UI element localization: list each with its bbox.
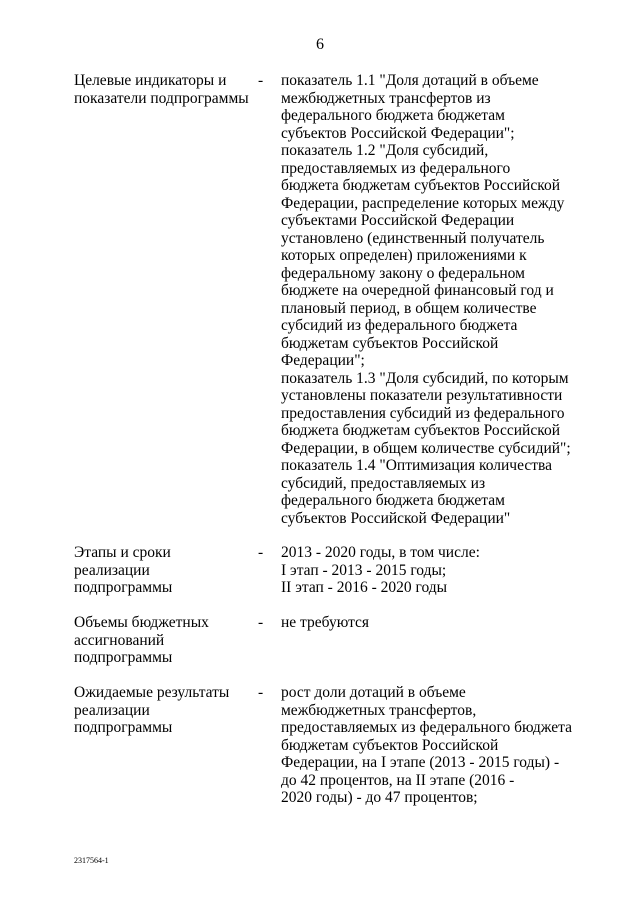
value-line: предоставления субсидий из федерального bbox=[281, 404, 565, 422]
value-line: федеральному закону о федеральном bbox=[281, 264, 525, 282]
value-line: субъектов Российской Федерации" bbox=[281, 509, 511, 527]
section-label bbox=[74, 544, 254, 597]
label-line: подпрограммы bbox=[74, 579, 173, 596]
label-line: ассигнований bbox=[74, 631, 165, 649]
label-line: подпрограммы bbox=[74, 649, 173, 666]
value-line: предоставляемых из федерального bbox=[281, 159, 511, 177]
label-line: Этапы и сроки bbox=[74, 544, 171, 561]
value-line: Федерации, в общем количестве субсидий"; bbox=[281, 439, 571, 457]
separator-dash: - bbox=[258, 614, 264, 631]
value-line: субсидий, предоставляемых из bbox=[281, 474, 486, 492]
label-line: показатели подпрограммы bbox=[74, 89, 249, 107]
value-line: установлены показатели результативности bbox=[281, 387, 563, 404]
value-line: федерального бюджета бюджетам bbox=[281, 107, 505, 124]
value-line: I этап - 2013 - 2015 годы; bbox=[281, 561, 447, 579]
document-code: 2317564-1 bbox=[74, 856, 109, 865]
label-line: Ожидаемые результаты bbox=[74, 684, 230, 701]
label-line: Объемы бюджетных bbox=[74, 614, 209, 631]
label-line: подпрограммы bbox=[74, 719, 173, 736]
value-line: межбюджетных трансфертов, bbox=[281, 701, 477, 719]
value-line: межбюджетных трансфертов из bbox=[281, 89, 491, 107]
value-line: не требуются bbox=[281, 614, 370, 631]
value-line: которых определен) приложениями к bbox=[281, 247, 527, 264]
value-line: субъектов Российской Федерации"; bbox=[281, 124, 515, 142]
separator-dash: - bbox=[258, 544, 264, 561]
value-line: показатель 1.1 "Доля дотаций в объеме bbox=[281, 72, 539, 89]
value-line: 2020 годы) - до 47 процентов; bbox=[281, 789, 478, 806]
value-line: федерального бюджета бюджетам bbox=[281, 492, 505, 509]
label-line: реализации bbox=[74, 701, 150, 719]
value-line: Федерации, распределение которых между bbox=[281, 194, 565, 212]
value-line: до 42 процентов, на II этапе (2016 - bbox=[281, 771, 515, 789]
value-line: бюджетам субъектов Российской bbox=[281, 736, 499, 754]
section-value bbox=[281, 544, 581, 597]
value-line: бюджета бюджетам субъектов Российской bbox=[281, 422, 560, 439]
value-line: рост доли дотаций в объеме bbox=[281, 684, 466, 701]
value-line: Федерации, на I этапе (2013 - 2015 годы) - bbox=[281, 754, 560, 771]
section-label bbox=[74, 614, 254, 667]
value-line: 2013 - 2020 годы, в том числе: bbox=[281, 544, 480, 561]
value-line: показатель 1.2 "Доля субсидий, bbox=[281, 142, 489, 159]
value-line: бюджете на очередной финансовый год и bbox=[281, 282, 554, 299]
value-line: Федерации"; bbox=[281, 352, 365, 369]
separator-dash: - bbox=[258, 72, 264, 89]
label-line: Целевые индикаторы и bbox=[74, 72, 227, 89]
value-line: субъектами Российской Федерации bbox=[281, 212, 515, 229]
section-label bbox=[74, 684, 254, 737]
value-line: субсидий из федерального бюджета bbox=[281, 317, 518, 334]
value-line: показатель 1.3 "Доля субсидий, по которым bbox=[281, 369, 569, 387]
separator-dash: - bbox=[258, 684, 264, 701]
value-line: бюджета бюджетам субъектов Российской bbox=[281, 177, 560, 194]
label-line: реализации bbox=[74, 561, 150, 579]
section-value bbox=[281, 72, 581, 527]
section-value bbox=[281, 684, 581, 807]
section-label bbox=[74, 72, 254, 107]
value-line: плановый период, в общем количестве bbox=[281, 299, 537, 317]
section-value bbox=[281, 614, 581, 632]
value-line: II этап - 2016 - 2020 годы bbox=[281, 579, 448, 596]
value-line: установлено (единственный получатель bbox=[281, 229, 545, 247]
value-line: показатель 1.4 "Оптимизация количества bbox=[281, 457, 553, 474]
value-line: бюджетам субъектов Российской bbox=[281, 334, 499, 352]
value-line: предоставляемых из федерального бюджета bbox=[281, 719, 572, 736]
page-number: 6 bbox=[316, 36, 324, 53]
